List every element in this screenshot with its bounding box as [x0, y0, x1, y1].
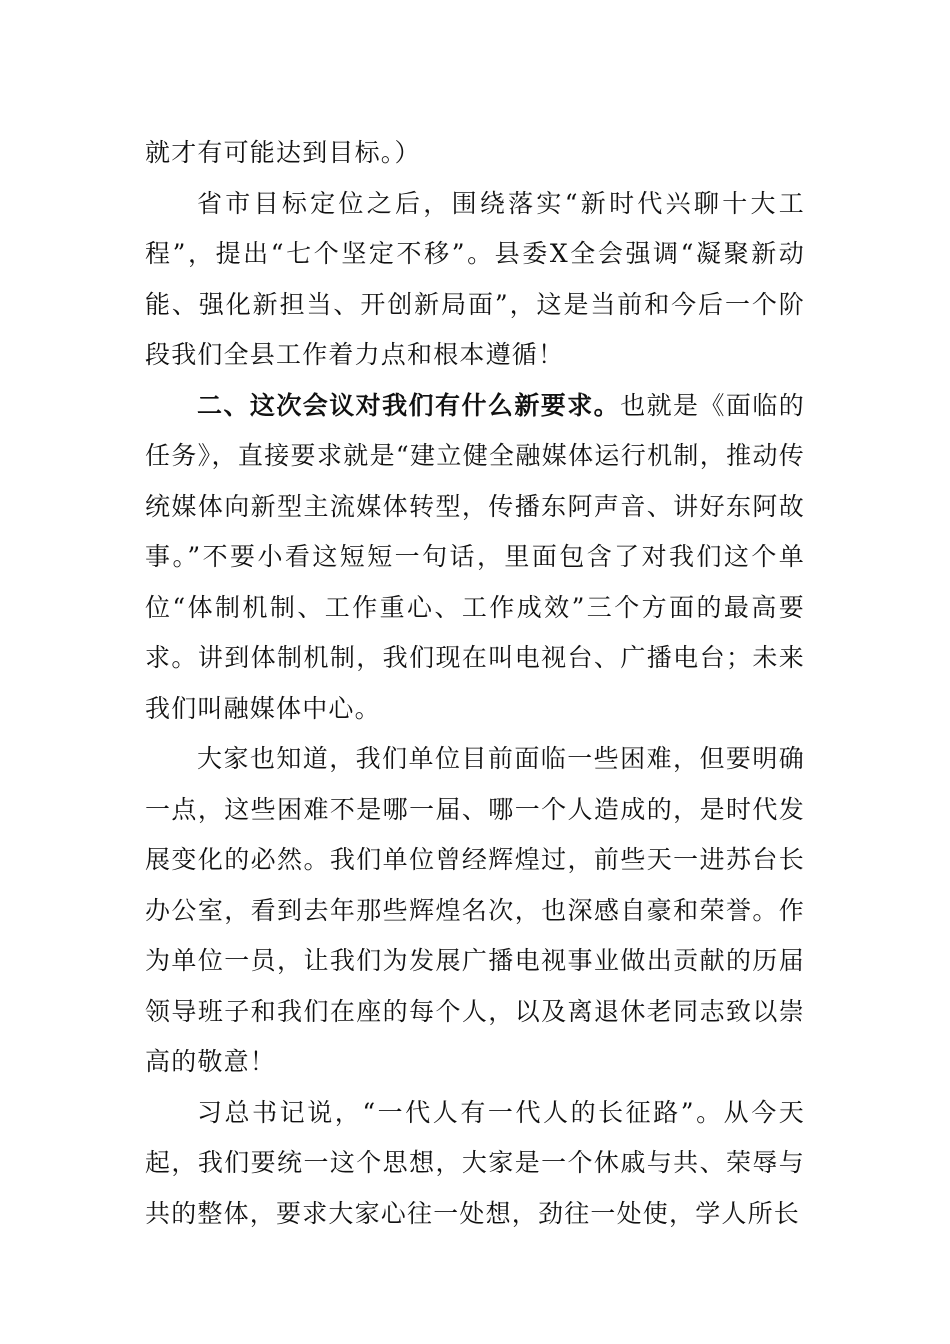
- paragraph-text: 大家也知道，我们单位目前面临一些困难，但要明确一点，这些困难不是哪一届、哪一个人造成的，是时代发展变化的必然。我们单位曾经辉煌过，前些天一进苏台长办公室，看到去年那些辉煌名次，也深感自豪和荣誉。作为单位一员，让我们为发展广播电视事业做出贡献的历届领导班子和我们在座的每个人，以及离退休老同志致以崇高的敬意！: [145, 744, 805, 1076]
- paragraph-text: 习总书记说，“一代人有一代人的长征路”。从今天起，我们要统一这个思想，大家是一个休戚与共、荣辱与共的整体，要求大家心往一处想，劲往一处使，学人所长: [145, 1097, 805, 1228]
- section-heading: 二、这次会议对我们有什么新要求。: [197, 390, 621, 420]
- paragraph-text: 省市目标定位之后，围绕落实“新时代兴聊十大工程”，提出“七个坚定不移”。县委X全会强调“凝聚新动能、强化新担当、开创新局面”，这是当前和今后一个阶段我们全县工作着力点和根本遵循！: [145, 188, 805, 369]
- paragraph: [145, 1088, 805, 1240]
- paragraph: [145, 179, 805, 381]
- paragraph-text: 也就是《面临的任务》，直接要求就是“建立健全融媒体运行机制，推动传统媒体向新型主流媒体转型，传播东阿声音、讲好东阿故事。”不要小看这短短一句话，里面包含了对我们这个单位“体制机制、工作重心、工作成效”三个方面的最高要求。讲到体制机制，我们现在叫电视台、广播电台；未来我们叫融媒体中心。: [145, 390, 805, 723]
- paragraph-text: 就才有可能达到目标。）: [145, 138, 421, 167]
- paragraph: [145, 734, 805, 1088]
- document-body: [145, 128, 805, 1239]
- paragraph-continuation: [145, 128, 805, 179]
- paragraph-with-heading: [145, 381, 805, 735]
